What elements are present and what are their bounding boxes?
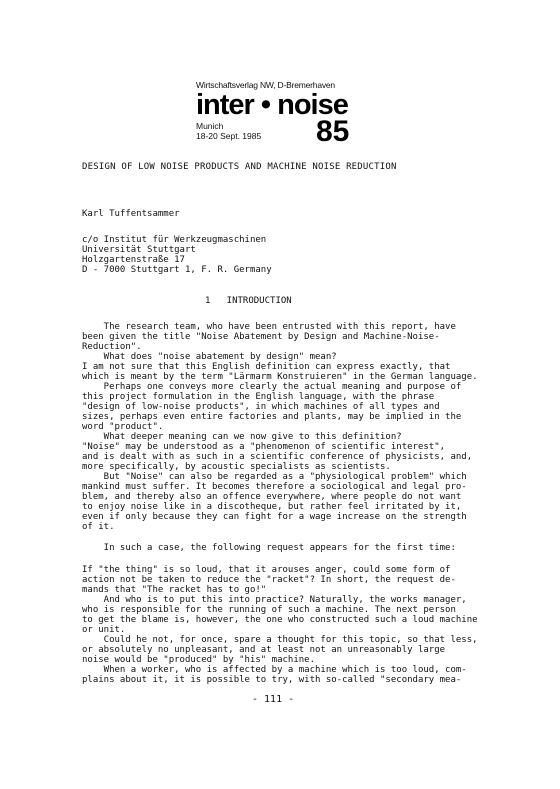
page-number: - 111 - [252, 694, 295, 705]
body-line: even if only because they can fight for a wage increase on the strength [82, 512, 467, 522]
body-line: What does "noise abatement by design" mean? [82, 352, 337, 362]
body-line: mankind must suffer. It becomes therefore a sociological and legal pro- [82, 482, 467, 492]
conference-dates: 18-20 Sept. 1985 [196, 131, 262, 141]
body-line: In such a case, the following request appears for the first time: [82, 543, 456, 553]
body-line: plains about it, it is possible to try, with so-called "secondary mea- [82, 675, 462, 685]
publisher-line: Wirtschaftsverlag NW, D-Bremerhaven [196, 80, 335, 90]
body-line: to enjoy noise like in a discotheque, but rather feel irritated by it, [82, 502, 462, 512]
body-line: and is dealt with as such in a scientific conference of physicists, and, [82, 452, 473, 462]
body-line: What deeper meaning can we now give to this definition? [82, 432, 402, 442]
body-line: who is responsible for the running of such a machine. The next person [82, 605, 456, 615]
body-line: of it. [82, 522, 115, 532]
conference-city: Munich [196, 121, 224, 131]
conference-header [196, 80, 396, 151]
section-heading: 1 INTRODUCTION [205, 296, 292, 306]
paper-title: DESIGN OF LOW NOISE PRODUCTS AND MACHINE NOISE REDUCTION [82, 162, 397, 172]
address-line: Universität Stuttgart [82, 245, 196, 255]
body-line: The research team, who have been entrusted with this report, have [82, 322, 456, 332]
address-line: Holzgartenstraße 17 [82, 255, 185, 265]
body-line: "design of low-noise products", in which machines of all types and [82, 402, 440, 412]
body-line: blem, and thereby also an offence everywhere, where people do not want [82, 492, 462, 502]
body-line: or unit. [82, 625, 126, 635]
body-line: action not be taken to reduce the "racket"? In short, the request de- [82, 575, 456, 585]
address-line: D - 7000 Stuttgart 1, F. R. Germany [82, 265, 272, 275]
body-line: noise would be "produced" by "his" machine. [82, 655, 315, 665]
body-line: And who is to put this into practice? Naturally, the works manager, [82, 595, 467, 605]
conference-venue [196, 115, 396, 151]
body-line: But "Noise" can also be regarded as a "physiological problem" which [82, 472, 467, 482]
body-line: this project formulation in the English language, with the phrase [82, 392, 435, 402]
body-line: sizes, perhaps even entire factories and plants, may be implied in the [82, 412, 462, 422]
body-line: When a worker, who is affected by a machine which is too loud, com- [82, 665, 467, 675]
conference-year: 85 [316, 115, 350, 148]
body-line: Could he not, for once, spare a thought for this topic, so that less, [82, 635, 478, 645]
body-line: which is meant by the term "Lärmarm Konstruieren" in the German language. [82, 372, 478, 382]
body-line: Reduction". [82, 342, 142, 352]
address-line: c/o Institut für Werkzeugmaschinen [82, 235, 267, 245]
body-line: more specifically, by acoustic specialists as scientists. [82, 462, 391, 472]
author-name: Karl Tuffentsammer [82, 209, 180, 219]
body-line: been given the title "Noise Abatement by Design and Machine-Noise- [82, 332, 440, 342]
body-line: If "the thing" is so loud, that it arouses anger, could some form of [82, 565, 451, 575]
body-line: Perhaps one conveys more clearly the actual meaning and purpose of [82, 382, 462, 392]
body-line: or absolutely no unpleasant, and at least not an unreasonably large [82, 645, 446, 655]
conference-logo: inter • noise [196, 89, 348, 121]
body-line: "Noise" may be understood as a "phenomenon of scientific interest", [82, 442, 446, 452]
body-line: mands that "The racket has to go!" [82, 585, 267, 595]
body-line: to get the blame is, however, the one who constructed such a loud machine [82, 615, 478, 625]
body-line: I am not sure that this English definition can express exactly, that [82, 362, 451, 372]
body-line: word "product". [82, 422, 164, 432]
